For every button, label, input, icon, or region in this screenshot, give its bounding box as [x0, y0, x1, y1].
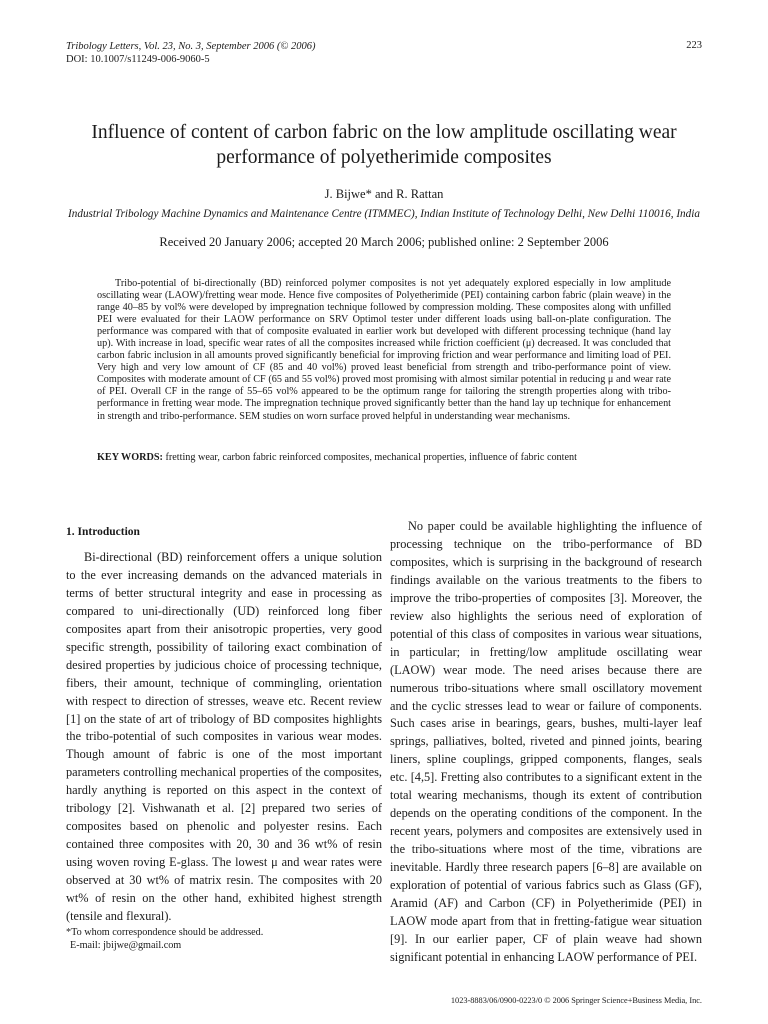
keywords: [97, 452, 671, 464]
keywords-text: fretting wear, carbon fabric reinforced composites, mechanical properties, influence of fabric content: [162, 452, 577, 463]
author-list: J. Bijwe* and R. Rattan: [324, 187, 444, 201]
abstract: Tribo-potential of bi-directionally (BD) reinforced polymer composites is not yet adequately explored especially in low amplitude oscillating wear (LAOW)/fretting wear mode. Hence five composites of Polyetherimide (PEI) containing carbon fabric (plain weave) in the range 40–85 by vol% were developed by impregnation technique followed by compression molding. These composites along with unfilled PEI were evaluated for their LAOW performance on SRV Optimol tester under different loads using ball-on-plate configuration. The performance was compared with that of composite evaluated in earlier work but developed with different processing technique (hand lay up). With increase in load, specific wear rates of all the composites increased while friction coefficient (μ) decreased. It was concluded that carbon fabric inclusion in all amounts proved significantly beneficial for improving friction and wear performance and limiting load of PEI. Very high and very low amount of CF (85 and 40 vol%) proved least beneficial from strength and tribo-performance point of view. Composites with moderate amount of CF (65 and 55 vol%) proved most promising with almost similar potential in reducing μ and wear rate of PEI. Overall CF in the range of 55–65 vol% appeared to be the optimum range for tailoring the strength properties along with tribo-performance in fretting wear mode. The impregnation technique proved significantly better than the hand lay up technique for enhancement in strength and tribo-performance. SEM studies on worn surface proved helpful in understanding wear mechanisms.: [97, 278, 671, 422]
left-column: [66, 524, 382, 926]
correspondence-note: *To whom correspondence should be addressed.: [66, 927, 264, 938]
footnote: [66, 926, 382, 952]
copyright-footer: 1023-8883/06/0900-0223/0 © 2006 Springer Science+Business Media, Inc.: [450, 996, 702, 1005]
running-header: [66, 40, 315, 66]
body-paragraph: Bi-directional (BD) reinforcement offers a unique solution to the ever increasing demands on the advanced materials in terms of better structural integrity and ease in processing as compared to uni-directionally (UD) reinforced long fiber composites apart from their anisotropic properties, very good specific strength, possibility of tailoring exact combination of desired properties by judicious choice of processing technique, fibers, their amount, technique of commingling, orientation with respect to direction of stresses, weave etc. Recent review [1] on the state of art of tribology of BD composites highlights the tribo-potential of such composites in various wear modes. Though amount of fabric is one of the most important parameters controlling mechanical properties of the composites, hardly anything is reported on this aspect in the context of tribology [2]. Vishwanath et al. [2] prepared two series of composites based on phenolic and polyester resins. Each contained three composites with 20, 30 and 36 wt% of resin using woven roving E-glass. The lowest μ and wear rates were observed at 30 wt% of matrix resin. The composites with 20 wt% of resin on the other hand, exhibited highest strength (tensile and flexural).: [66, 549, 382, 924]
section-heading: 1. Introduction: [66, 526, 140, 538]
article-title: Influence of content of carbon fabric on the low amplitude oscillating wear performance of polyetherimide composites: [91, 122, 677, 168]
keywords-label: KEY WORDS:: [97, 452, 163, 463]
body-paragraph: No paper could be available highlighting the influence of processing technique on the tribo-performance of BD composites, which is surprising in the background of research findings available on the various treatments to the fibers to improve the tribo-properties of composites [3]. Moreover, the review also highlights the serious need of exploration of potential of this class of composites in various wear situations, in particular; in fretting/low amplitude oscillating wear (LAOW) wear mode. The need arises because there are numerous tribo-situations where small oscillatory movement and the cyclic stresses lead to wear or failure of components. Such cases arise in bearings, gears, bushes, multi-layer leaf springs, palliatives, bolted, riveted and pinned joints, bearing liners, spline couplings, gripped components, flanges, seals etc. [4,5]. Fretting also contributes to a significant extent in the total wearing mechanisms, though its extent of contribution depends on the operating conditions of the component. In the recent years, polymers and composites are extensively used in the tribo-situations where most of the time, vibrations are inevitable. Hardly three research papers [6–8] are available on exploration of potential of various fabrics such as Glass (GF), Aramid (AF) and Carbon (CF) in Polyetherimide (PEI) in LAOW mode apart from that in fretting-fatigue wear situation [9]. In our earlier paper, CF of plain weave had shown significant potential in enhancing LAOW performance of PEI.: [390, 519, 702, 964]
page-number: 223: [686, 40, 702, 51]
affiliation: Industrial Tribology Machine Dynamics and Maintenance Centre (ITMMEC), Indian Institute of Technology Delhi, New Delhi 110016, India: [68, 208, 700, 220]
right-column: [390, 518, 702, 967]
doi[interactable]: DOI: 10.1007/s11249-006-9060-5: [66, 54, 210, 65]
journal-citation: Tribology Letters, Vol. 23, No. 3, September 2006 (© 2006): [66, 41, 316, 52]
publication-dates: Received 20 January 2006; accepted 20 March 2006; published online: 2 September 2006: [159, 235, 609, 249]
email-address[interactable]: E-mail: jbijwe@gmail.com: [70, 940, 182, 951]
